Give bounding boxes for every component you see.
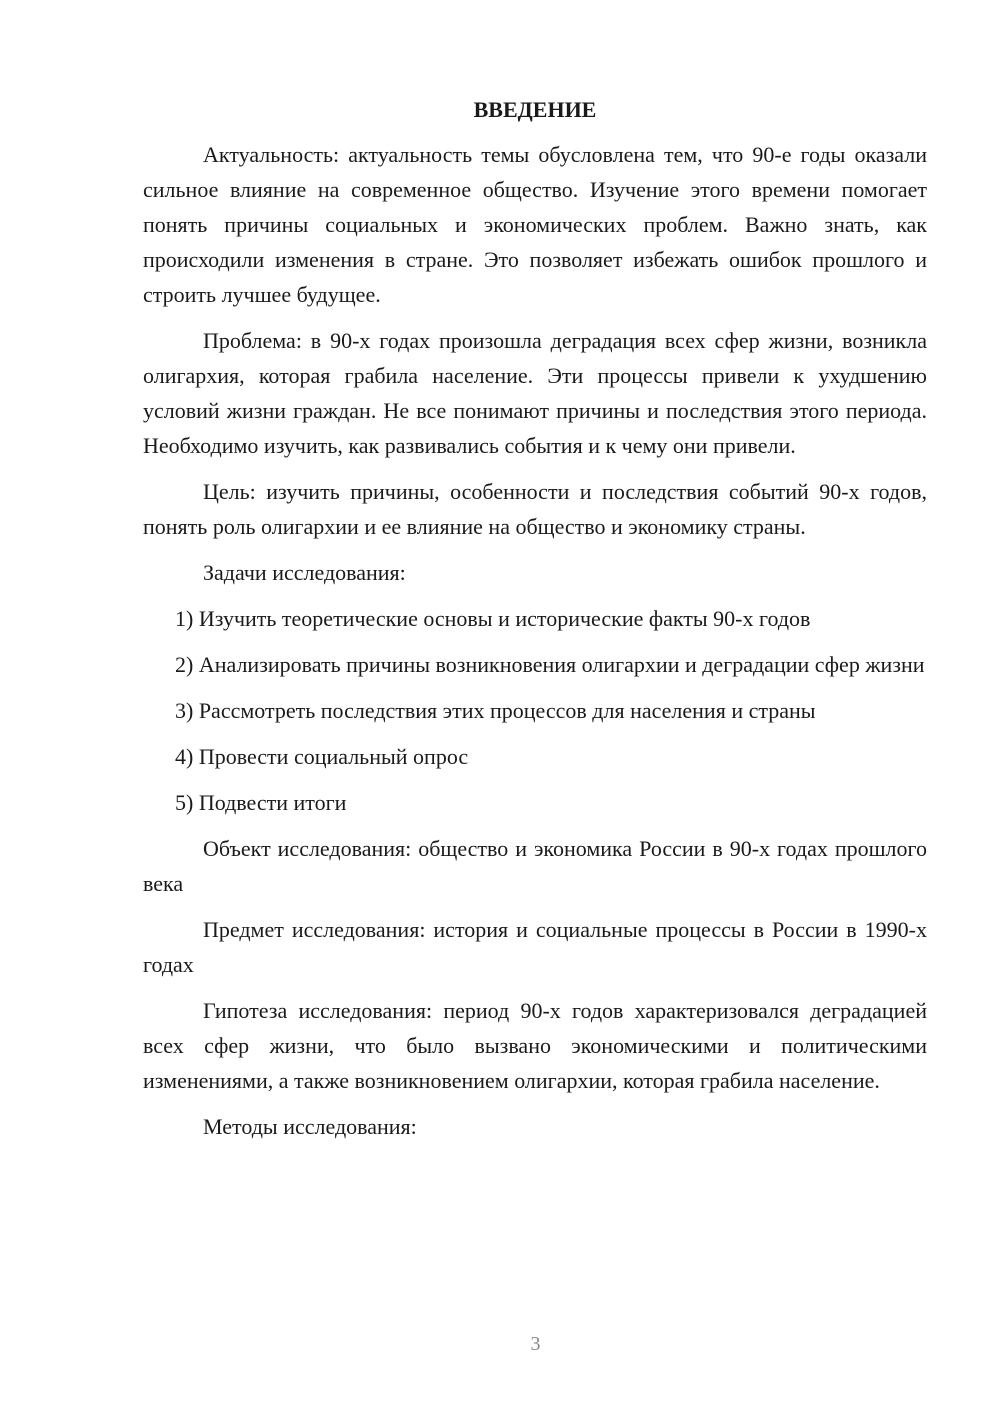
page-number: 3: [530, 1333, 541, 1355]
object-paragraph: Объект исследования: общество и экономика России в 90-х годах прошлого века: [143, 836, 927, 896]
tasks-heading: Задачи исследования:: [203, 560, 406, 585]
methods-heading: Методы исследования:: [203, 1114, 417, 1139]
task-item-4: 4) Провести социальный опрос: [175, 744, 469, 769]
task-item-2: 2) Анализировать причины возникновения олигархии и деградации сфер жизни: [175, 652, 925, 677]
task-item-1: 1) Изучить теоретические основы и исторические факты 90-х годов: [175, 606, 811, 631]
subject-paragraph: Предмет исследования: история и социальные процессы в России в 1990-х годах: [143, 917, 927, 977]
page-content: [143, 92, 927, 1155]
problem-paragraph: Проблема: в 90-х годах произошла деградация всех сфер жизни, возникла олигархия, которая грабила население. Эти процессы привели к ухудшению условий жизни граждан. Не все понимают причины и последствия этого периода. Необходимо изучить, как развивались события и к чему они привели.: [143, 328, 927, 458]
task-item-3: 3) Рассмотреть последствия этих процессов для населения и страны: [175, 698, 816, 723]
task-item-5: 5) Подвести итоги: [175, 790, 347, 815]
goal-paragraph: Цель: изучить причины, особенности и последствия событий 90-х годов, понять роль олигархии и ее влияние на общество и экономику страны.: [143, 479, 927, 539]
page-title: ВВЕДЕНИЕ: [473, 97, 597, 122]
relevance-paragraph: Актуальность: актуальность темы обусловлена тем, что 90-е годы оказали сильное влияние на современное общество. Изучение этого времени помогает понять причины социальных и экономических проблем. Важно знать, как происходили изменения в стране. Это позволяет избежать ошибок прошлого и строить лучшее будущее.: [143, 142, 927, 307]
hypothesis-paragraph: Гипотеза исследования: период 90-х годов характеризовался деградацией всех сфер жизни, что было вызвано экономическими и политическими изменениями, а также возникновением олигархии, которая грабила население.: [143, 998, 927, 1093]
